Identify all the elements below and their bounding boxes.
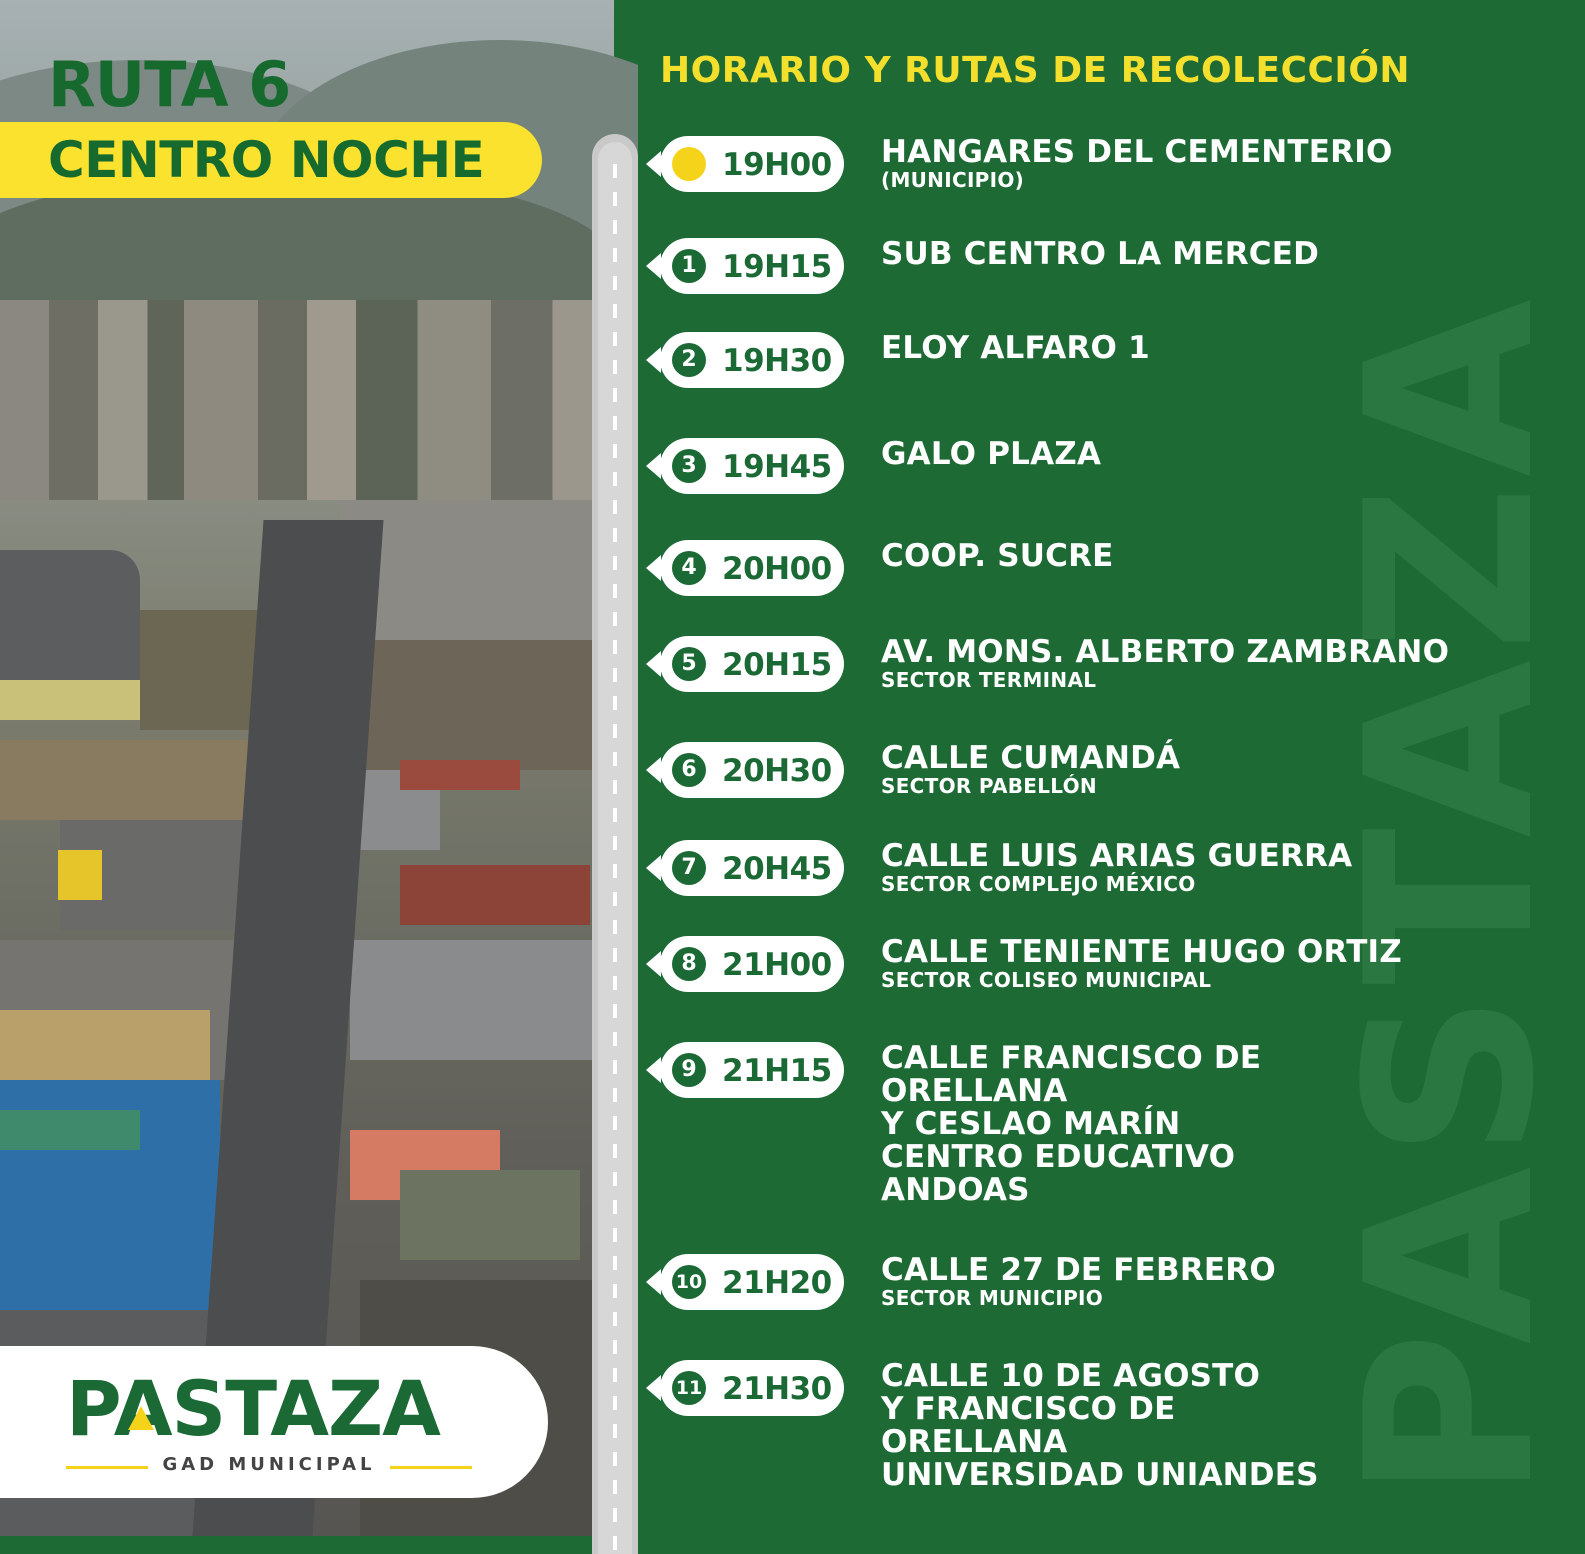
stop-sector: (MUNICIPIO) [881,168,1025,192]
stop-sector: SECTOR MUNICIPIO [881,1286,1104,1310]
city-aerial-photo [0,0,614,1536]
stop-place: CALLE 27 DE FEBRERO [881,1252,1276,1288]
time-pill [660,636,844,692]
start-dot-icon [672,147,706,181]
stop-time: 21H15 [722,1053,832,1089]
route-title: RUTA 6 [48,48,291,121]
stop-number-badge: 6 [672,753,706,787]
stop-place: GALO PLAZA [881,436,1102,472]
route-subtitle: CENTRO NOCHE [48,131,485,189]
stop-time: 21H30 [722,1371,832,1407]
time-pill [660,332,844,388]
stop-time: 19H15 [722,249,832,285]
route-subtitle-banner [0,122,542,198]
pastaza-logo [0,1346,548,1498]
stop-number-badge: 8 [672,947,706,981]
stop-place: CALLE LUIS ARIAS GUERRA [881,838,1353,874]
time-pill [660,238,844,294]
stop-number-badge: 4 [672,551,706,585]
stop-time: 20H15 [722,647,832,683]
stop-number-badge: 1 [672,249,706,283]
logo-divider-right [390,1466,472,1469]
stop-time: 19H45 [722,449,832,485]
schedule-header: HORARIO Y RUTAS DE RECOLECCIÓN [660,50,1411,91]
watermark-text: PASTAZA [1318,291,1585,1500]
logo-accent-icon [128,1406,154,1430]
time-pill [660,936,844,992]
logo-divider-left [66,1466,148,1469]
time-pill [660,742,844,798]
time-pill [660,136,844,192]
stop-number-badge: 9 [672,1053,706,1087]
stop-time: 21H00 [722,947,832,983]
stop-place: CENTRO EDUCATIVO [881,1139,1236,1175]
stop-number-badge: 5 [672,647,706,681]
stop-place: HANGARES DEL CEMENTERIO [881,134,1393,170]
stop-place: ORELLANA [881,1424,1068,1460]
stop-place: ORELLANA [881,1073,1068,1109]
logo-subtitle-row [66,1454,472,1480]
logo-wordmark: PASTAZA [66,1364,440,1453]
stop-time: 20H00 [722,551,832,587]
time-pill [660,1042,844,1098]
stop-sector: SECTOR TERMINAL [881,668,1097,692]
stop-place: COOP. SUCRE [881,538,1114,574]
stop-number-badge: 3 [672,449,706,483]
stop-number-badge: 7 [672,851,706,885]
stop-time: 20H30 [722,753,832,789]
time-pill [660,438,844,494]
stop-place: CALLE FRANCISCO DE [881,1040,1262,1076]
stop-place: CALLE CUMANDÁ [881,740,1181,776]
stop-place: UNIVERSIDAD UNIANDES [881,1457,1319,1493]
stop-place: Y CESLAO MARÍN [881,1106,1181,1142]
time-pill [660,540,844,596]
stop-place: CALLE TENIENTE HUGO ORTIZ [881,934,1402,970]
stop-sector: SECTOR COLISEO MUNICIPAL [881,968,1212,992]
road-timeline [592,134,638,1554]
stop-number-badge: 10 [672,1265,706,1299]
stop-sector: SECTOR COMPLEJO MÉXICO [881,872,1196,896]
stop-number-badge: 11 [672,1371,706,1405]
stop-place: ELOY ALFARO 1 [881,330,1150,366]
stop-time: 19H30 [722,343,832,379]
stop-place: ANDOAS [881,1172,1030,1208]
logo-subtitle: GAD MUNICIPAL [162,1454,376,1475]
time-pill [660,840,844,896]
stop-place: SUB CENTRO LA MERCED [881,236,1320,272]
stop-sector: SECTOR PABELLÓN [881,774,1097,798]
road-center-line [613,164,617,1554]
stop-place: AV. MONS. ALBERTO ZAMBRANO [881,634,1450,670]
time-pill [660,1360,844,1416]
stop-number-badge: 2 [672,343,706,377]
stop-time: 20H45 [722,851,832,887]
stop-time: 21H20 [722,1265,832,1301]
stop-place: Y FRANCISCO DE [881,1391,1176,1427]
stop-time: 19H00 [722,147,832,183]
time-pill [660,1254,844,1310]
stop-place: CALLE 10 DE AGOSTO [881,1358,1261,1394]
